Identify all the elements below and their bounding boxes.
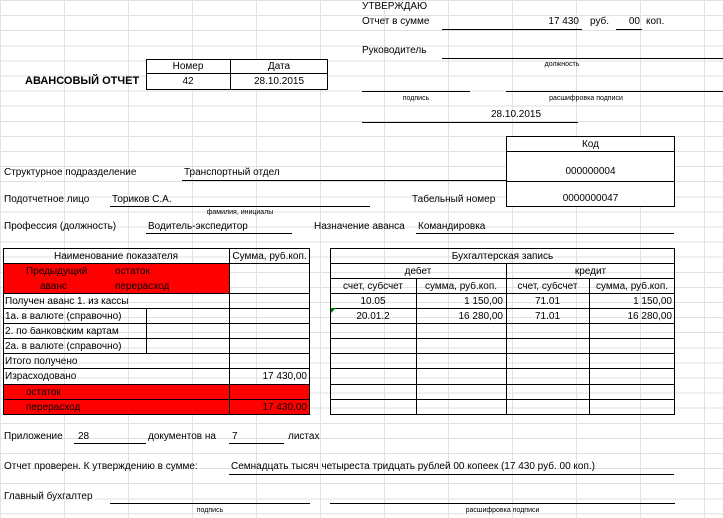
debit-account-header: счет, субсчет: [343, 282, 403, 292]
row-cash-label: Получен аванс 1. из кассы: [5, 297, 129, 307]
entry-2-credit-account: 71.01: [534, 312, 561, 322]
division-label: Структурное подразделение: [4, 167, 137, 178]
code-header: Код: [581, 139, 599, 150]
entry-2-debit-account: 20.01.2: [356, 312, 390, 322]
profession-label: Профессия (должность): [4, 221, 117, 232]
entry-2-credit-sum: 16 280,00: [627, 312, 672, 322]
credit-sum-header: сумма, руб.коп.: [595, 282, 669, 292]
report-number: 42: [182, 76, 194, 87]
entry-1-credit-sum: 1 150,00: [633, 297, 672, 307]
accounting-title: Бухгалтерская запись: [451, 252, 554, 262]
report-date-header: Дата: [267, 61, 291, 72]
overspend-label: перерасход: [26, 403, 81, 413]
attachment-label: Приложение: [4, 431, 63, 442]
position-hint: должность: [544, 61, 580, 68]
row-card-label: 2. по банковским картам: [5, 327, 119, 337]
person-label: Подотчетное лицо: [4, 194, 90, 205]
row-cash-currency-label: 1а. в валюте (справочно): [5, 312, 122, 322]
entry-2-debit-sum: 16 280,00: [458, 312, 503, 322]
credit-account-header: счет, субсчет: [517, 282, 578, 292]
purpose-label: Назначение аванса: [314, 221, 405, 232]
report-title: АВАНСОВЫЙ ОТЧЕТ: [25, 75, 140, 87]
chief-label: Главный бухгалтер: [4, 491, 93, 502]
purpose-value: Командировка: [418, 221, 486, 232]
row-card-currency-label: 2а. в валюте (справочно): [5, 342, 122, 352]
attachment-count: 28: [78, 431, 90, 442]
entry-1-debit-account: 10.05: [360, 297, 386, 307]
debit-header: дебет: [404, 267, 432, 277]
prev-overspend: перерасход: [115, 282, 170, 292]
approve-signature-hint: подпись: [402, 95, 430, 102]
attachment-sheets-label: листах: [288, 431, 320, 442]
checked-label: Отчет проверен. К утверждению в сумме:: [4, 461, 198, 472]
balance-label: остаток: [26, 388, 61, 398]
debit-sum-header: сумма, руб.коп.: [424, 282, 498, 292]
person-hint: фамилия, инициалы: [206, 209, 274, 216]
approve-kop-label: коп.: [646, 16, 665, 27]
approve-date: 28.10.2015: [491, 109, 542, 120]
prev-label: Предыдущий: [26, 267, 88, 277]
overspend-sum: 17 430,00: [262, 403, 307, 413]
approve-rub-label: руб.: [590, 16, 610, 27]
row-spent-sum: 17 430,00: [262, 372, 307, 382]
row-spent-label: Израсходовано: [5, 372, 77, 382]
approve-title: УТВЕРЖДАЮ: [362, 1, 428, 12]
tab-label: Табельный номер: [412, 194, 496, 205]
prev-advance: аванс: [40, 282, 67, 292]
personnel-number: 0000000047: [562, 193, 619, 204]
chief-signature-hint: подпись: [196, 507, 224, 514]
head-label: Руководитель: [362, 45, 427, 56]
entry-1-debit-sum: 1 150,00: [464, 297, 503, 307]
attachment-sheets: 7: [232, 431, 238, 442]
approve-kop-value: 00: [628, 16, 640, 27]
checked-value: Семнадцать тысяч четыреста тридцать рублей 00 копеек (17 430 руб. 00 коп.): [231, 461, 595, 472]
approve-sum-label: Отчет в сумме: [362, 16, 430, 27]
row-total-label: Итого получено: [5, 357, 78, 367]
left-col-name: Наименование показателя: [54, 252, 178, 262]
approve-decode-hint: расшифровка подписи: [549, 95, 623, 102]
profession-value: Водитель-экспедитор: [148, 221, 248, 232]
left-col-sum: Сумма, руб.коп.: [232, 252, 307, 262]
chief-decode-hint: расшифровка подписи: [465, 507, 540, 514]
division-code: 000000004: [565, 166, 616, 177]
report-date: 28.10.2015: [253, 76, 305, 87]
person-value: Ториков С.А.: [112, 194, 172, 205]
entry-1-credit-account: 71.01: [534, 297, 561, 307]
credit-header: кредит: [574, 267, 607, 277]
division-value: Транспортный отдел: [184, 167, 280, 178]
report-number-header: Номер: [172, 61, 204, 72]
prev-balance: остаток: [115, 267, 150, 277]
approve-sum-value: 17 430: [548, 16, 579, 27]
attachment-docs-label: документов на: [148, 431, 216, 442]
